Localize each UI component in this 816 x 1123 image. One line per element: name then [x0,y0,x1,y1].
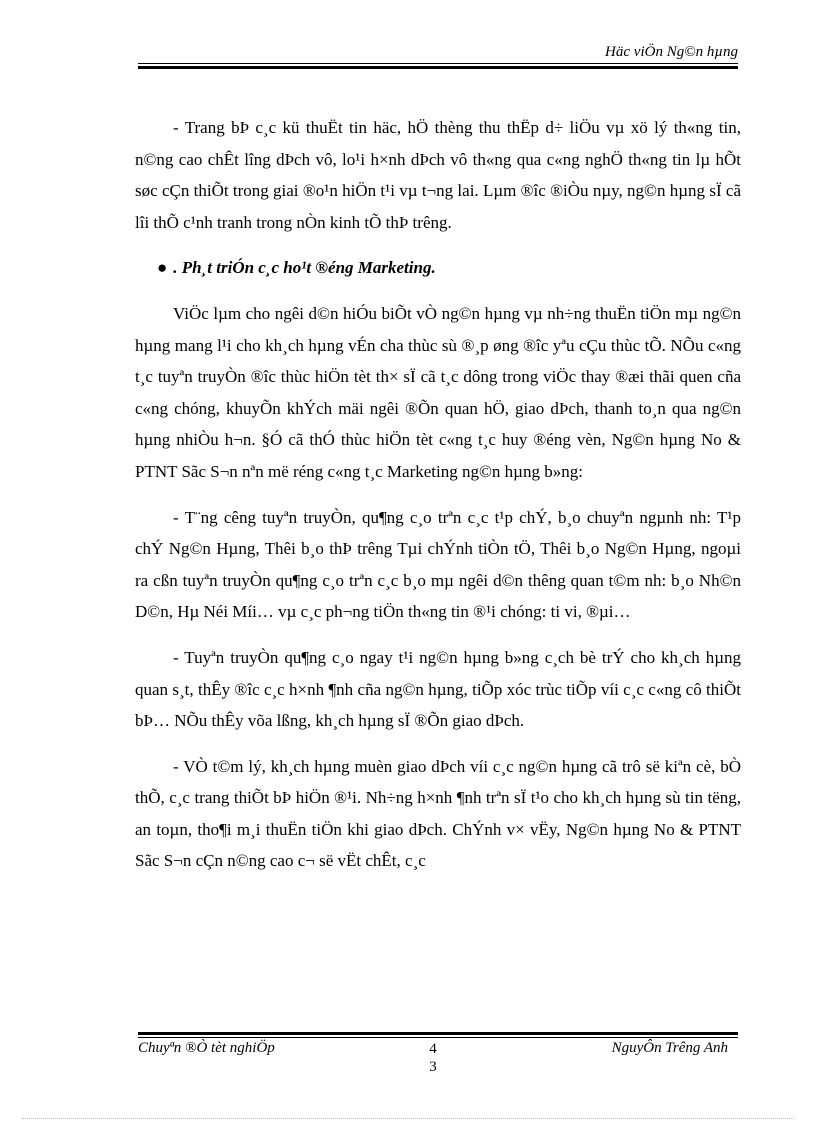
section-heading [135,252,741,284]
footer-right-text: NguyÔn Trêng Anh [611,1040,728,1056]
page-number-line-2: 3 [429,1059,437,1075]
document-body [135,112,741,891]
paragraph-5: - VÒ t©m lý, kh¸ch hµng muèn giao dÞch víi c¸c ng©n hµng cã trô së kiªn cè, bÒ thÕ, c¸c trang thiÕt bÞ hiÖn ®¹i. Nh÷ng h×nh ¶nh trªn sÏ t¹o cho kh¸ch hµng sù tin tëng, an toµn, tho¶i m¸i thuËn tiÖn khi giao dÞch. ChÝnh v× vËy, Ng©n hµng No & PTNT Sãc S¬n cÇn n©ng cao c¬ së vËt chÊt, c¸c [135,756,741,871]
page-edge-divider [22,1118,794,1119]
paragraph-1: - Trang bÞ c¸c kü thuËt tin häc, hÖ thèng thu thËp d÷ liÖu vµ xö lý th«ng tin, n©ng cao chÊt lîng dÞch vô, lo¹i h×nh dÞch vô th«ng qua c«ng nghÖ th«ng tin lµ hÕt søc cÇn thiÕt trong giai ®o¹n hiÖn t¹i vµ t¬ng lai. Lµm ®îc ®iÒu nµy, ng©n hµng sÏ cã lîi thÕ c¹nh tranh trong nÒn kinh tÕ thÞ trêng. [135,118,741,232]
header-rule-thin [138,63,738,64]
footer [138,1040,738,1080]
bullet-icon: ● [157,258,168,278]
paragraph-2: ViÖc lµm cho ngêi d©n hiÓu biÕt vÒ ng©n hµng vµ nh÷ng thuËn tiÖn mµ ng©n hµng mang l¹i cho kh¸ch hµng vÉn cha thùc sù ®¸p øng ®îc yªu cÇu thùc tÕ. NÕu c«ng t¸c tuyªn truyÒn ®îc thùc hiÖn tèt th× sÏ cã t¸c dông trong viÖc thay ®æi thãi quen cña c«ng chóng, khuyÕn khÝch mäi ngêi ®Õn quan hÖ, giao dÞch, thanh to¸n qua ng©n hµng nhiÒu h¬n. §Ó cã thÓ thùc hiÖn tèt c«ng t¸c huy ®éng vèn, Ng©n hµng No & PTNT Sãc S¬n nªn më réng c«ng t¸c Marketing ng©n hµng b»ng: [135,303,741,481]
header-title: Häc viÖn Ng©n hµng [605,44,738,60]
footer-rule-thin [138,1037,738,1038]
paragraph-4: - Tuyªn truyÒn qu¶ng c¸o ngay t¹i ng©n hµng b»ng c¸ch bè trÝ cho kh¸ch hµng quan s¸t, thÊy ®îc c¸c h×nh ¶nh cña ng©n hµng, tiÕp xóc trùc tiÕp víi c¸c c«ng cô thiÕt bÞ… NÕu thÊy võa lßng, kh¸ch hµng sÏ ®Õn giao dÞch. [135,647,741,731]
header-rule-thick [138,66,738,69]
page-number [426,1040,440,1076]
section-heading-text: . Ph¸t triÓn c¸c ho¹t ®éng Marketing. [173,258,436,278]
footer-rule-thick [138,1032,738,1035]
paragraph-3: - T¨ng cêng tuyªn truyÒn, qu¶ng c¸o trªn c¸c t¹p chÝ, b¸o chuyªn ngµnh nh: T¹p chÝ Ng©n Hµng, Thêi b¸o thÞ trêng Tµi chÝnh tiÒn tÖ, Thêi b¸o Ng©n Hµng, ngoµi ra cßn tuyªn truyÒn qu¶ng c¸o trªn c¸c b¸o mµ ngêi d©n thêng quan t©m nh: b¸o Nh©n D©n, Hµ Néi Míi… vµ c¸c ph¬ng tiÖn th«ng tin ®¹i chóng: ti vi, ®µi… [135,507,741,622]
footer-left-text: Chuyªn ®Ò tèt nghiÖp [138,1040,275,1056]
page-number-line-1: 4 [429,1041,437,1057]
